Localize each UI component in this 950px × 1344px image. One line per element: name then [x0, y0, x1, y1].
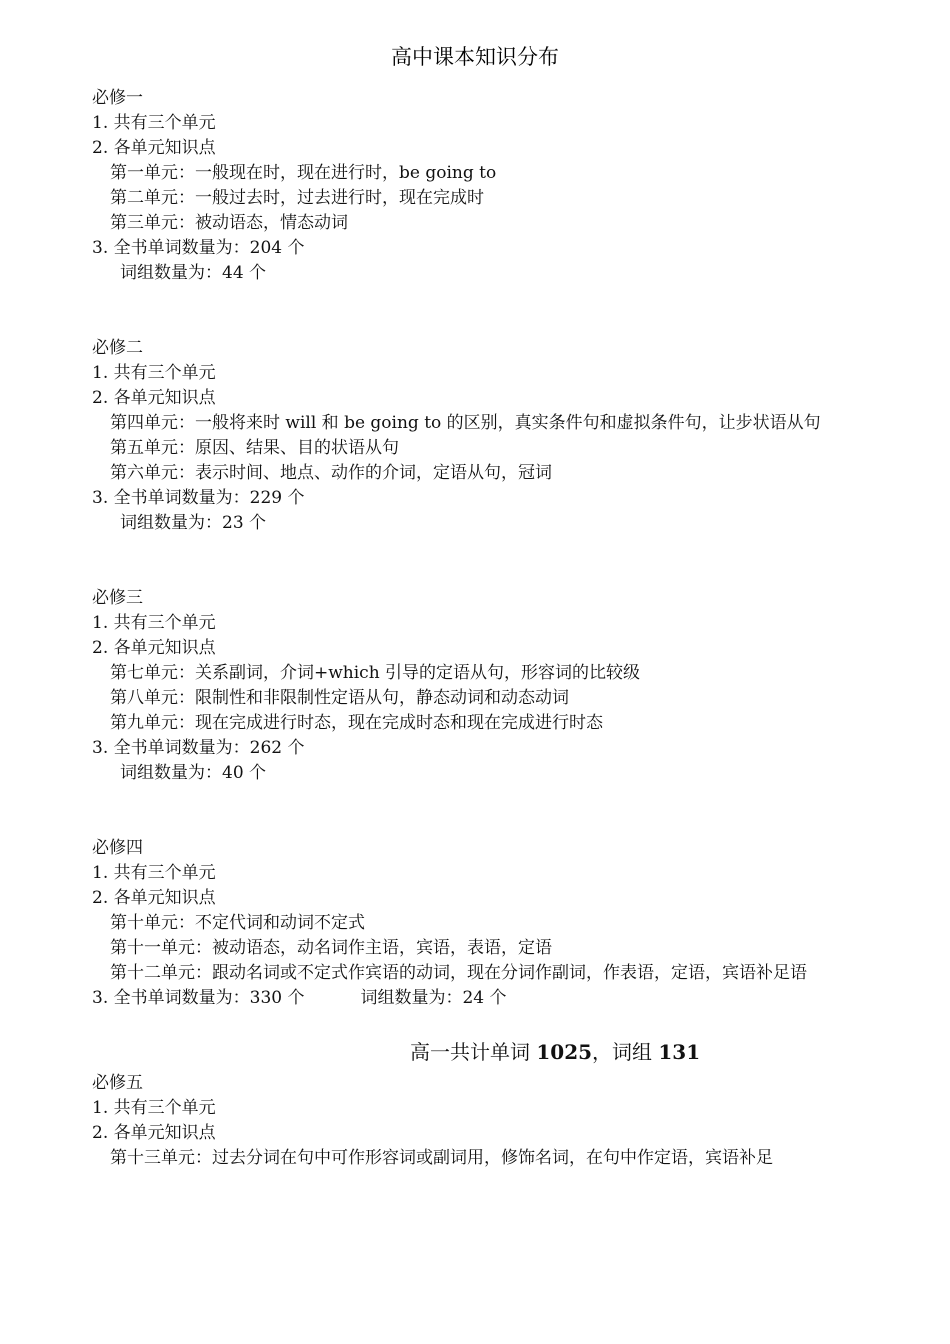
unit-item: 第二单元：一般过去时，过去进行时，现在完成时 — [110, 188, 484, 208]
book-heading: 必修五 — [92, 1073, 143, 1093]
book-section-1 — [92, 86, 868, 286]
units-heading: 2. 各单元知识点 — [92, 888, 216, 908]
unit-item: 第十一单元：被动语态，动名词作主语，宾语，表语，定语 — [110, 938, 552, 958]
summary-word-total: 1025 — [536, 1040, 593, 1064]
phrase-count: 词组数量为：44 个 — [120, 263, 267, 283]
document-body — [92, 86, 868, 1171]
word-count: 3. 全书单词数量为：262 个 — [92, 738, 305, 758]
unit-item: 第十单元：不定代词和动词不定式 — [110, 913, 365, 933]
unit-item: 第十二单元：跟动名词或不定式作宾语的动词，现在分词作副词，作表语，定语，宾语补足语 — [110, 963, 807, 983]
section-gap — [92, 536, 868, 586]
word-count: 3. 全书单词数量为：204 个 — [92, 238, 305, 258]
section-gap — [92, 286, 868, 336]
book-heading: 必修三 — [92, 588, 143, 608]
phrase-count: 词组数量为：24 个 — [360, 988, 507, 1008]
units-heading: 2. 各单元知识点 — [92, 388, 216, 408]
book-heading: 必修一 — [92, 88, 143, 108]
units-count: 1. 共有三个单元 — [92, 113, 216, 133]
section-gap — [92, 1011, 868, 1033]
unit-item: 第六单元：表示时间、地点、动作的介词，定语从句，冠词 — [110, 463, 552, 483]
unit-item: 第五单元：原因、结果、目的状语从句 — [110, 438, 399, 458]
counts-row — [92, 986, 868, 1011]
unit-item: 第八单元：限制性和非限制性定语从句，静态动词和动态动词 — [110, 688, 569, 708]
units-heading: 2. 各单元知识点 — [92, 138, 216, 158]
word-count: 3. 全书单词数量为：229 个 — [92, 488, 305, 508]
book-heading: 必修四 — [92, 838, 143, 858]
phrase-count: 词组数量为：23 个 — [120, 513, 267, 533]
unit-item: 第十三单元：过去分词在句中可作形容词或副词用，修饰名词，在句中作定语，宾语补足 — [110, 1148, 773, 1168]
book-section-3 — [92, 586, 868, 786]
unit-item: 第九单元：现在完成进行时态，现在完成时态和现在完成进行时态 — [110, 713, 603, 733]
summary-middle: ，词组 — [592, 1040, 659, 1064]
summary-prefix: 高一共计单词 — [410, 1040, 537, 1064]
units-count: 1. 共有三个单元 — [92, 613, 216, 633]
units-count: 1. 共有三个单元 — [92, 863, 216, 883]
unit-item: 第七单元：关系副词，介词+which 引导的定语从句，形容词的比较级 — [110, 663, 641, 683]
page-title: 高中课本知识分布 — [391, 45, 559, 69]
book-section-5 — [92, 1071, 868, 1171]
units-count: 1. 共有三个单元 — [92, 363, 216, 383]
section-gap — [92, 786, 868, 836]
phrase-count: 词组数量为：40 个 — [120, 763, 267, 783]
word-count: 3. 全书单词数量为：330 个 — [92, 988, 305, 1008]
summary-phrase-total: 131 — [658, 1040, 701, 1064]
units-heading: 2. 各单元知识点 — [92, 638, 216, 658]
unit-item: 第一单元：一般现在时，现在进行时，be going to — [110, 163, 497, 183]
book-heading: 必修二 — [92, 338, 143, 358]
unit-item: 第三单元：被动语态，情态动词 — [110, 213, 348, 233]
year-summary — [92, 1033, 868, 1071]
units-count: 1. 共有三个单元 — [92, 1098, 216, 1118]
unit-item: 第四单元：一般将来时 will 和 be going to 的区别，真实条件句和虚拟条件句，让步状语从句 — [110, 413, 821, 433]
book-section-4 — [92, 836, 868, 1011]
book-section-2 — [92, 336, 868, 536]
units-heading: 2. 各单元知识点 — [92, 1123, 216, 1143]
